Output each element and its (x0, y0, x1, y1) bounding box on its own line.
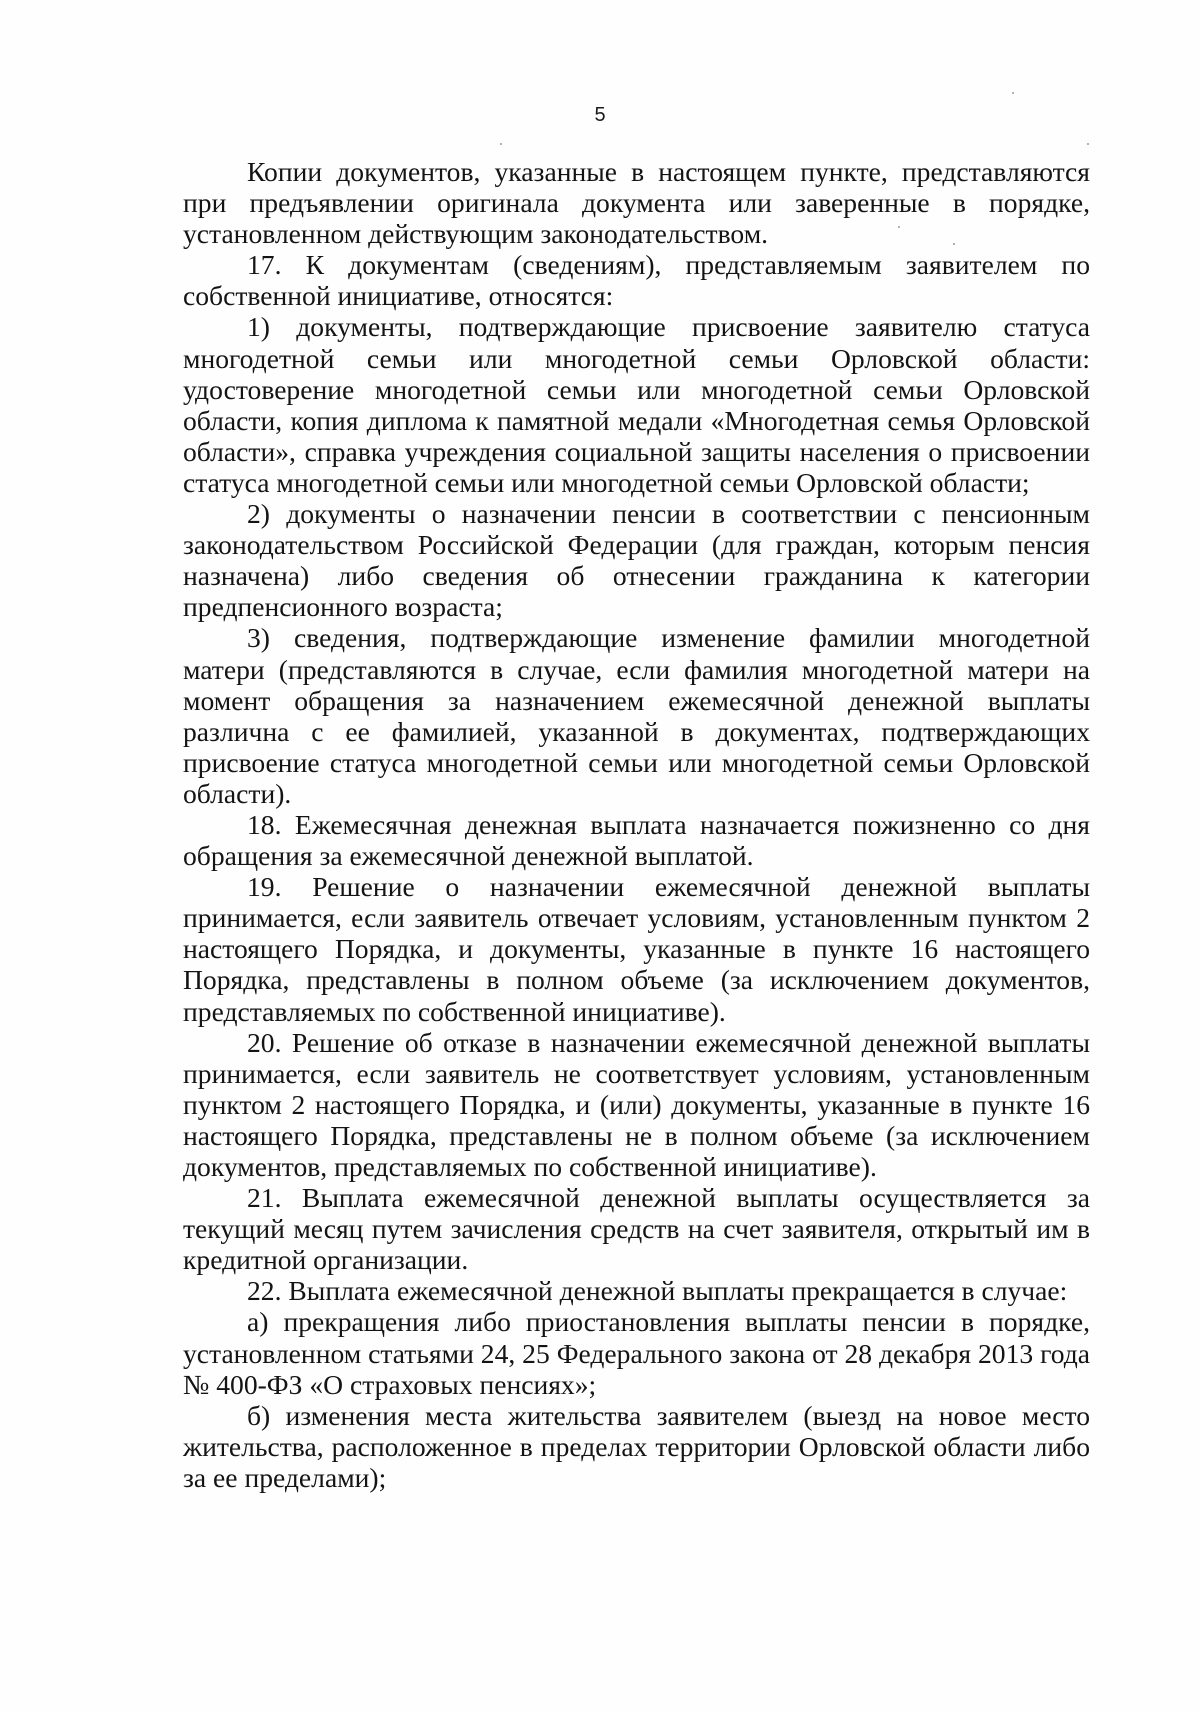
page-number: 5 (594, 104, 606, 126)
list-item-22-a: а) прекращения либо приостановления выплаты пенсии в порядке, установленном статьями 24, 25 Федерального закона от 28 декабря 2013 года № 400-ФЗ «О страховых пенсиях»; (183, 1306, 1090, 1400)
list-item-17-2: 2) документы о назначении пенсии в соответствии с пенсионным законодательством Российской Федерации (для граждан, которым пенсия назначена) либо сведения об отнесении гражданина к категории предпенсионного возраста; (183, 498, 1090, 623)
scan-speck (953, 243, 955, 245)
list-item-17-3: 3) сведения, подтверждающие изменение фамилии многодетной матери (представляются в случае, если фамилия многодетной матери на момент обращения за назначением ежемесячной денежной выплаты различна с ее фамилией, указанной в документах, подтверждающих присвоение статуса многодетной семьи или многодетной семьи Орловской области). (183, 622, 1090, 809)
paragraph-17: 17. К документам (сведениям), представляемым заявителем по собственной инициативе, относятся: (183, 249, 1090, 312)
scan-speck (1087, 143, 1089, 145)
paragraph-20: 20. Решение об отказе в назначении ежемесячной денежной выплаты принимается, если заявитель не соответствует условиям, установленным пунктом 2 настоящего Порядка, и (или) документы, указанные в пункте 16 настоящего Порядка, представлены не в полном объеме (за исключением документов, представляемых по собственной инициативе). (183, 1026, 1090, 1182)
paragraph-18: 18. Ежемесячная денежная выплата назначается пожизненно со дня обращения за ежемесячной денежной выплатой. (183, 808, 1090, 872)
scan-speck (898, 226, 900, 228)
list-item-17-1: 1) документы, подтверждающие присвоение заявителю статуса многодетной семьи или многодетной семьи Орловской области: удостоверение многодетной семьи или многодетной семьи Орловской области, копия диплома к памятной медали «Многодетная семья Орловской области», справка учреждения социальной защиты населения о присвоении статуса многодетной семьи или многодетной семьи Орловской области; (183, 311, 1090, 498)
scan-speck (1012, 92, 1014, 94)
scan-speck (500, 143, 502, 145)
paragraph-19: 19. Решение о назначении ежемесячной денежной выплаты принимается, если заявитель отвечает условиям, установленным пунктом 2 настоящего Порядка, и документы, указанные в пункте 16 настоящего Порядка, представлены в полном объеме (за исключением документов, представляемых по собственной инициативе). (183, 871, 1090, 1027)
paragraph-21: 21. Выплата ежемесячной денежной выплаты осуществляется за текущий месяц путем зачисления средств на счет заявителя, открытый им в кредитной организации. (183, 1182, 1090, 1276)
paragraph-copies-note: Копии документов, указанные в настоящем пункте, представляются при предъявлении оригинала документа или заверенные в порядке, установленном действующим законодательством. (183, 156, 1090, 250)
list-item-22-b: б) изменения места жительства заявителем (выезд на новое место жительства, расположенное в пределах территории Орловской области либо за ее пределами); (183, 1399, 1090, 1493)
document-body (183, 156, 1090, 1493)
paragraph-22: 22. Выплата ежемесячной денежной выплаты прекращается в случае: (247, 1275, 1068, 1307)
